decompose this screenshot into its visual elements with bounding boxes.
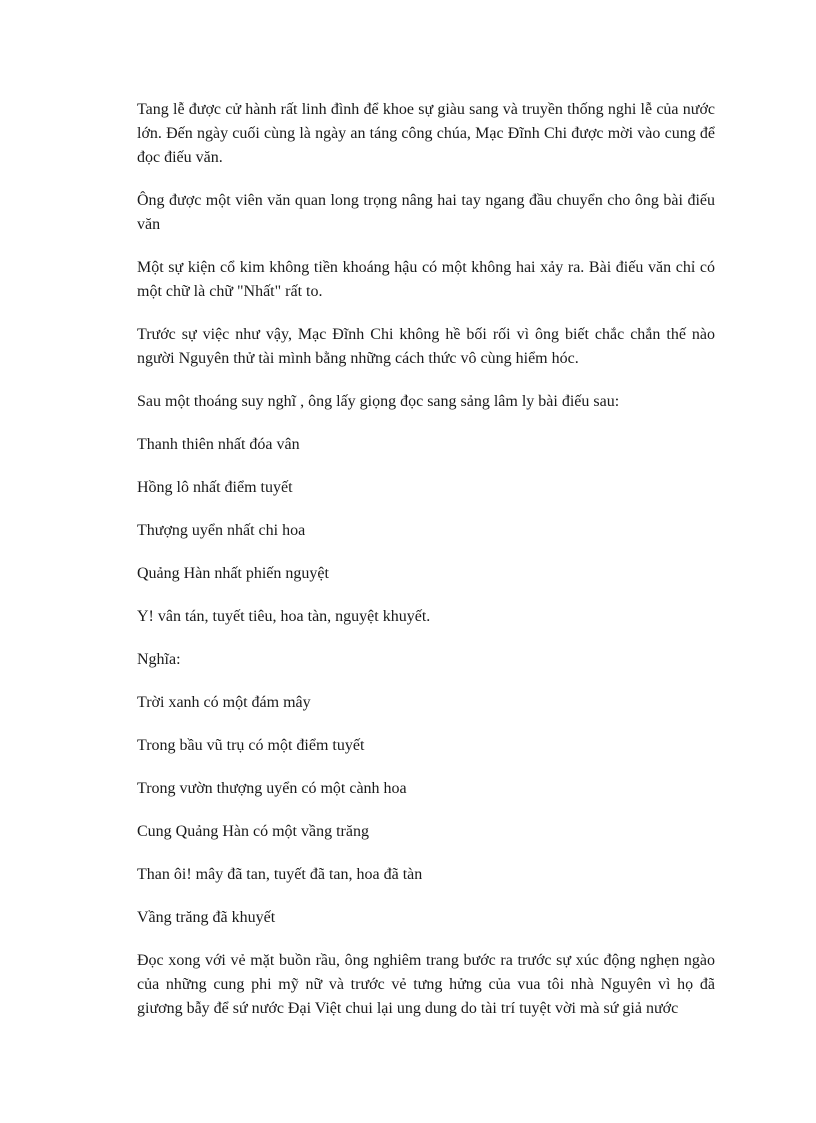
poem-line: Thanh thiên nhất đóa vân <box>137 436 300 453</box>
paragraph-eulogy-handover: Ông được một viên văn quan long trọng nâng hai tay ngang đầu chuyển cho ông bài điếu văn <box>137 192 715 233</box>
document-body <box>137 98 715 1021</box>
paragraph-eulogy-lead-in: Sau một thoáng suy nghĩ , ông lấy giọng đọc sang sảng lâm ly bài điếu sau: <box>137 393 620 410</box>
translation-line: Trời xanh có một đám mây <box>137 694 311 711</box>
poem-line: Y! vân tán, tuyết tiêu, hoa tàn, nguyệt khuyết. <box>137 608 431 625</box>
translation-line: Cung Quảng Hàn có một vầng trăng <box>137 823 369 840</box>
translation-line: Vầng trăng đã khuyết <box>137 909 276 926</box>
paragraph-funeral-intro: Tang lễ được cử hành rất linh đình để khoe sự giàu sang và truyền thống nghi lễ của nước lớn. Đến ngày cuối cùng là ngày an táng công chúa, Mạc Đĩnh Chi được mời vào cung để đọc điếu văn. <box>137 101 715 166</box>
translation-line: Than ôi! mây đã tan, tuyết đã tan, hoa đã tàn <box>137 866 423 883</box>
translation-line: Trong bầu vũ trụ có một điểm tuyết <box>137 737 365 754</box>
paragraph-conclusion: Đọc xong với vẻ mặt buồn rầu, ông nghiêm trang bước ra trước sự xúc động nghẹn ngào của những cung phi mỹ nữ và trước vẻ tưng hửng của vua tôi nhà Nguyên vì họ đã giương bẫy để sứ nước Đại Việt chui lại ung dung do tài trí tuyệt vời mà sứ giả nước <box>137 952 715 1017</box>
meaning-heading: Nghĩa: <box>137 651 181 668</box>
poem-line: Thượng uyển nhất chi hoa <box>137 522 306 539</box>
paragraph-mac-dinh-chi-response: Trước sự việc như vậy, Mạc Đĩnh Chi không hề bối rối vì ông biết chắc chắn thế nào người Nguyên thử tài mình bằng những cách thức vô cùng hiểm hóc. <box>137 326 715 367</box>
paragraph-nhat-character: Một sự kiện cổ kim không tiền khoáng hậu có một không hai xảy ra. Bài điếu văn chỉ có một chữ là chữ "Nhất" rất to. <box>137 259 715 300</box>
translation-line: Trong vườn thượng uyển có một cành hoa <box>137 780 407 797</box>
poem-line: Hồng lô nhất điểm tuyết <box>137 479 293 496</box>
poem-line: Quảng Hàn nhất phiến nguyệt <box>137 565 329 582</box>
